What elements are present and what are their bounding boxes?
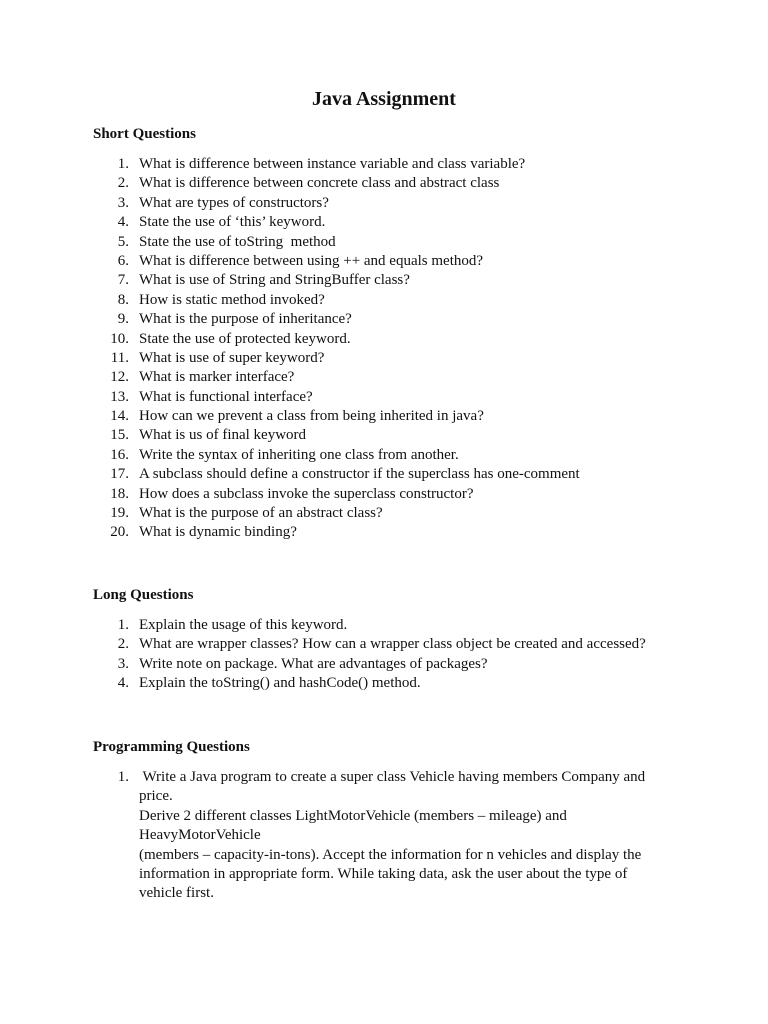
question-text: What is use of String and StringBuffer class?	[139, 272, 410, 289]
question-text: Write the syntax of inheriting one class from another.	[139, 446, 459, 463]
question-text: What is the purpose of an abstract class?	[139, 505, 383, 522]
question-text: What is marker interface?	[139, 369, 295, 386]
programming-question-line: (members – capacity-in-tons). Accept the information for n vehicles and display the	[139, 846, 642, 863]
programming-questions-heading: Programming Questions	[93, 739, 250, 755]
programming-question-line: Derive 2 different classes LightMotorVehicle (members – mileage) and	[139, 807, 567, 824]
question-text: What is use of super keyword?	[139, 349, 325, 366]
programming-questions-list	[93, 768, 693, 904]
question-number: 19.	[110, 505, 129, 522]
question-number: 8.	[117, 291, 129, 308]
programming-question-line: information in appropriate form. While taking data, ask the user about the type of	[139, 866, 628, 883]
question-text: State the use of ‘this’ keyword.	[139, 214, 326, 231]
question-text: How can we prevent a class from being inherited in java?	[139, 408, 484, 425]
question-text: State the use of protected keyword.	[139, 330, 351, 347]
question-number: 2.	[117, 175, 129, 192]
question-text: What is us of final keyword	[139, 427, 307, 444]
short-questions-heading: Short Questions	[93, 126, 196, 142]
programming-question-item	[93, 768, 693, 904]
question-number: 3.	[117, 655, 129, 672]
long-questions-heading: Long Questions	[93, 587, 194, 603]
question-text: How is static method invoked?	[139, 291, 325, 308]
question-text: A subclass should define a constructor if the superclass has one-comment	[139, 466, 580, 483]
question-text: What is difference between instance variable and class variable?	[139, 156, 526, 172]
programming-question-line: vehicle first.	[139, 885, 214, 902]
question-number: 11.	[110, 349, 129, 366]
question-number: 10.	[110, 330, 129, 347]
question-number: 7.	[117, 272, 129, 289]
question-text: State the use of toString method	[139, 233, 336, 250]
question-text: Write note on package. What are advantages of packages?	[139, 655, 488, 672]
question-number: 12.	[110, 369, 129, 386]
question-number: 1.	[117, 769, 129, 785]
question-text: What are types of constructors?	[139, 194, 329, 211]
question-text: What is difference between concrete class and abstract class	[139, 175, 500, 192]
question-number: 16.	[110, 446, 129, 463]
question-number: 1.	[117, 617, 129, 633]
programming-question-line: HeavyMotorVehicle	[139, 827, 261, 844]
question-text: What is dynamic binding?	[139, 524, 297, 541]
question-number: 5.	[117, 233, 129, 250]
question-number: 13.	[110, 388, 129, 405]
programming-question-line: price.	[139, 788, 173, 805]
question-number: 20.	[110, 524, 129, 541]
question-number: 3.	[117, 194, 129, 211]
question-number: 17.	[110, 466, 129, 483]
programming-question-line: Write a Java program to create a super class Vehicle having members Company and	[139, 769, 646, 785]
question-number: 18.	[110, 485, 129, 502]
question-number: 6.	[117, 252, 129, 269]
question-number: 4.	[117, 675, 129, 692]
question-number: 4.	[117, 214, 129, 231]
question-text: What is difference between using ++ and equals method?	[139, 252, 484, 269]
question-text: How does a subclass invoke the superclass constructor?	[139, 485, 474, 502]
question-number: 14.	[110, 408, 129, 425]
question-text: What are wrapper classes? How can a wrapper class object be created and accessed?	[139, 636, 646, 653]
programming-question-body	[139, 768, 693, 904]
document-title: Java Assignment	[312, 88, 456, 110]
question-number: 15.	[110, 427, 129, 444]
question-number: 2.	[117, 636, 129, 653]
question-number: 9.	[117, 311, 129, 328]
question-text: Explain the toString() and hashCode() method.	[139, 675, 421, 692]
question-text: What is the purpose of inheritance?	[139, 311, 352, 328]
question-number: 1.	[117, 156, 129, 172]
question-text: Explain the usage of this keyword.	[139, 617, 348, 633]
question-text: What is functional interface?	[139, 388, 313, 405]
